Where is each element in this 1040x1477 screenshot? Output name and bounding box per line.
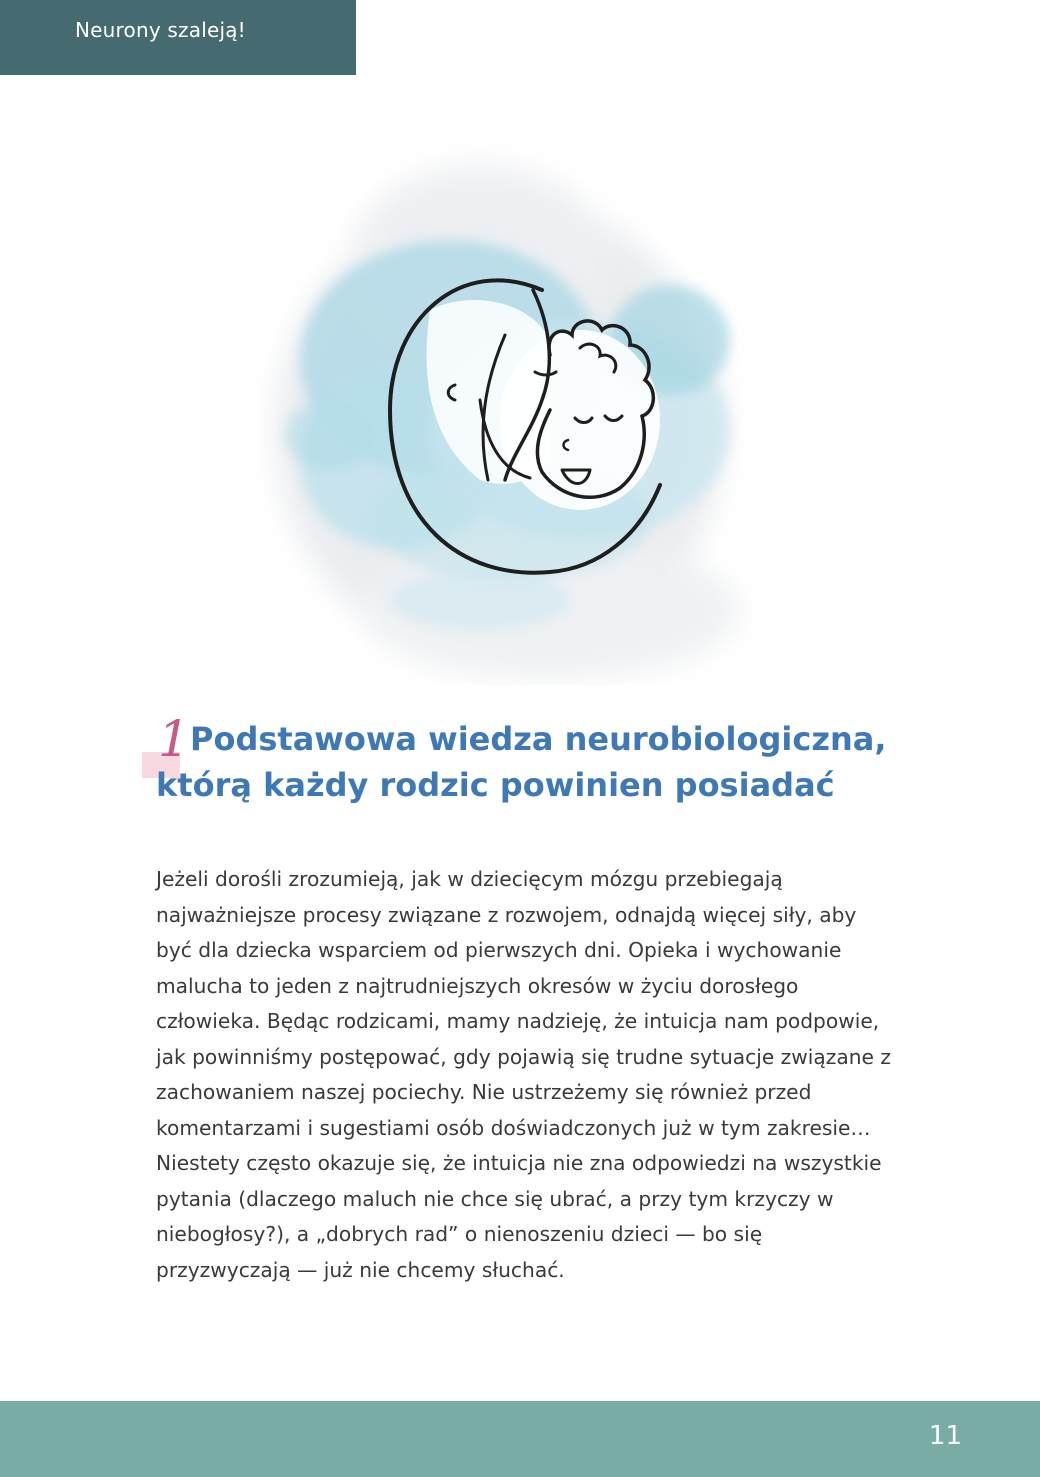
page-number: 11	[928, 1421, 962, 1451]
running-header-label: Neurony szaleją!	[75, 18, 246, 42]
page-footer	[0, 1401, 1040, 1477]
section-title: Podstawowa wiedza neurobiologiczna, którą każdy rodzic powinien posiadać	[156, 720, 887, 804]
body-paragraph: Jeżeli dorośli zrozumieją, jak w dziecięcym mózgu przebiegają najważniejsze procesy związane z rozwojem, odnajdą więcej siły, aby być dla dziecka wsparciem od pierwszych dni. Opieka i wychowanie malucha to jeden z najtrudniejszych okresów w życiu dorosłego człowieka. Będąc rodzicami, mamy nadzieję, że intuicja nam podpowie, jak powinniśmy postępować, gdy pojawią się trudne sytuacje związane z zachowaniem naszej pociechy. Nie ustrzeżemy się również przed komentarzami i sugestiami osób doświadczonych już w tym zakresie… Niestety często okazuje się, że intuicja nie zna odpowiedzi na wszystkie pytania (dlaczego maluch nie chce się ubrać, a przy tym krzyczy w niebogłosy?), a „dobrych rad” o nienoszeniu dzieci — bo się przyzwyczają — już nie chcemy słuchać.	[156, 867, 891, 1282]
section-heading-block	[156, 710, 916, 808]
parent-child-illustration	[250, 140, 770, 685]
parent-child-embrace-icon	[250, 140, 770, 685]
chapter-number: 1	[158, 710, 190, 768]
running-header	[0, 0, 356, 75]
